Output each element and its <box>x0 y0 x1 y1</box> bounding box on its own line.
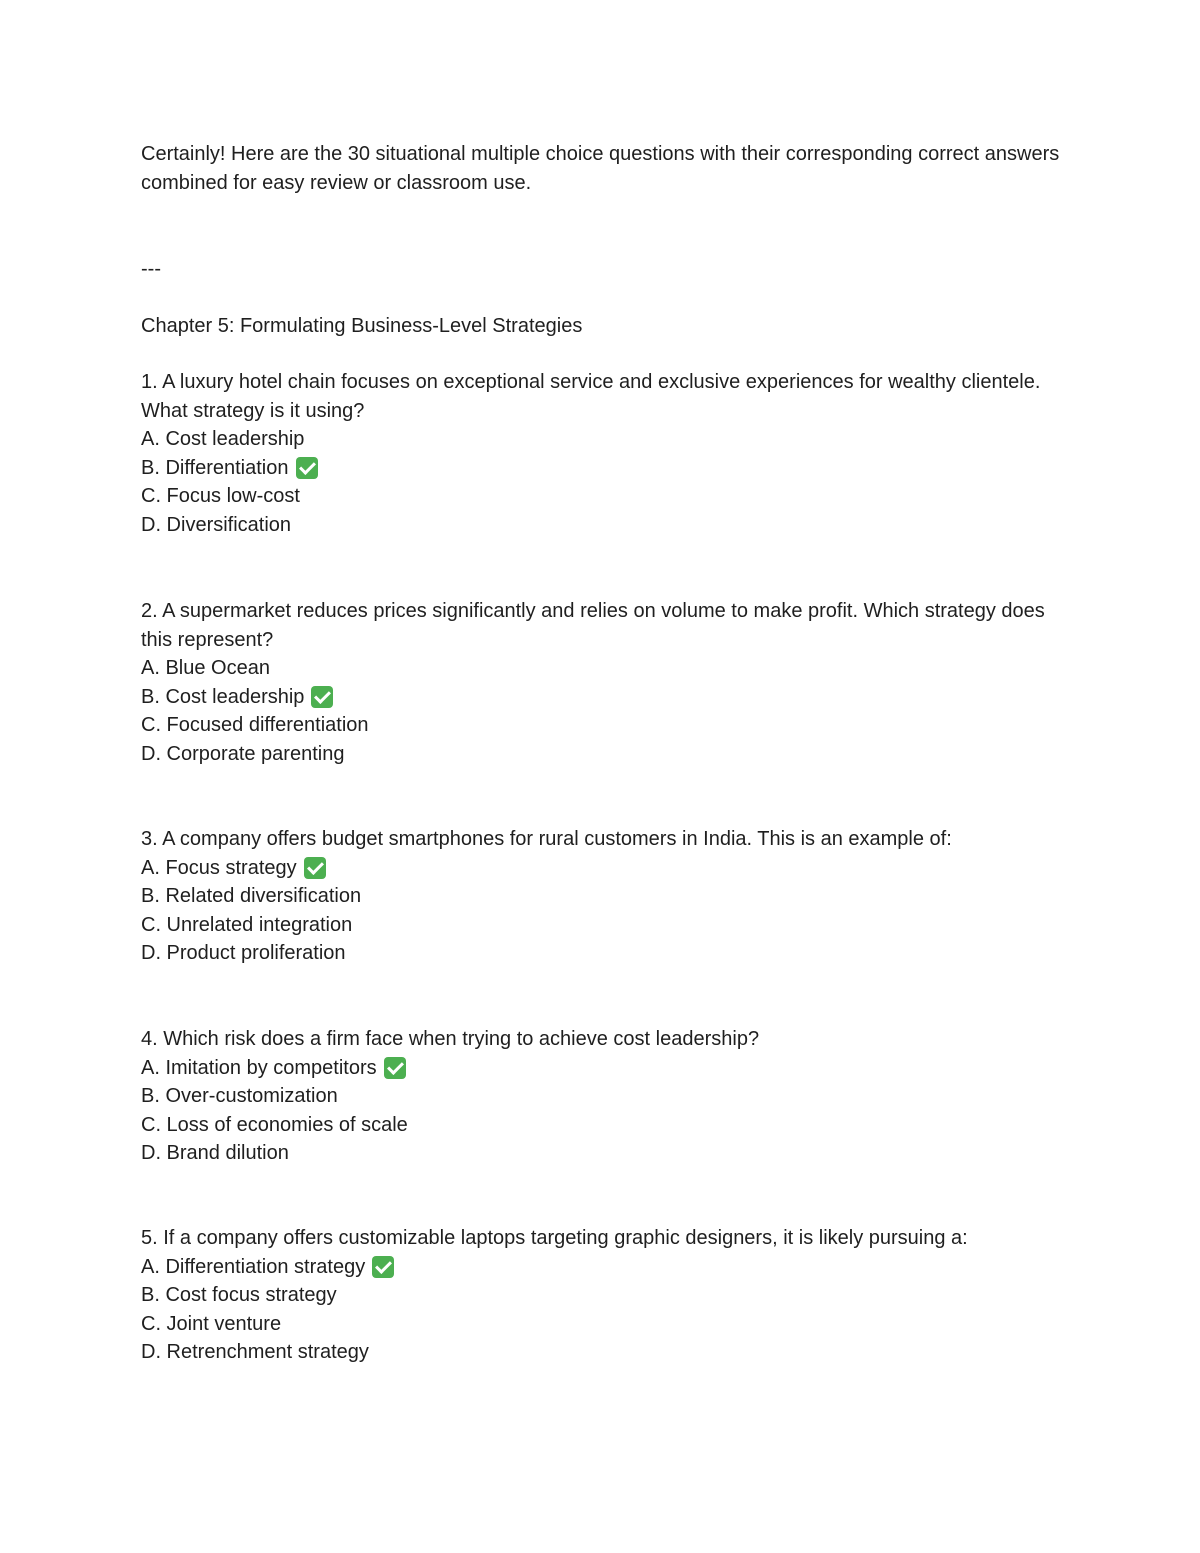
option-c <box>141 1111 1061 1140</box>
question-2 <box>141 597 1061 768</box>
option-label: C. Focused differentiation <box>141 714 369 736</box>
check-mark-icon <box>311 686 333 708</box>
option-label: A. Blue Ocean <box>141 657 270 679</box>
question-text: 1. A luxury hotel chain focuses on exceptional service and exclusive experiences for wealthy clientele. What strategy is it using? <box>141 371 1041 422</box>
option-d <box>141 511 1061 540</box>
option-a <box>141 854 1061 883</box>
option-c <box>141 711 1061 740</box>
option-c <box>141 482 1061 511</box>
question-3 <box>141 825 1061 968</box>
option-label: D. Retrenchment strategy <box>141 1341 369 1363</box>
option-label: B. Differentiation <box>141 456 289 479</box>
question-5 <box>141 1224 1061 1367</box>
question-text: 3. A company offers budget smartphones for rural customers in India. This is an example of: <box>141 828 952 850</box>
option-a <box>141 425 1061 454</box>
check-mark-icon <box>384 1057 406 1079</box>
option-b <box>141 1082 1061 1111</box>
option-c <box>141 911 1061 940</box>
option-a <box>141 1253 1061 1282</box>
option-d <box>141 939 1061 968</box>
question-text: 2. A supermarket reduces prices significantly and relies on volume to make profit. Which strategy does this represent? <box>141 600 1045 651</box>
option-label: B. Related diversification <box>141 885 362 907</box>
option-label: D. Brand dilution <box>141 1142 289 1164</box>
option-label: C. Loss of economies of scale <box>141 1113 408 1136</box>
option-label: B. Cost focus strategy <box>141 1284 337 1306</box>
question-text: 4. Which risk does a firm face when trying to achieve cost leadership? <box>141 1028 760 1050</box>
option-label: C. Unrelated integration <box>141 913 353 936</box>
option-d <box>141 1338 1061 1367</box>
option-a <box>141 1054 1061 1083</box>
option-label: A. Cost leadership <box>141 428 305 450</box>
chapter-title: Chapter 5: Formulating Business-Level Strategies <box>141 315 583 337</box>
check-mark-icon <box>304 857 326 879</box>
option-b <box>141 454 1061 483</box>
check-mark-icon <box>372 1256 394 1278</box>
option-c <box>141 1310 1061 1339</box>
option-label: D. Corporate parenting <box>141 742 345 765</box>
option-b <box>141 683 1061 712</box>
option-d <box>141 740 1061 769</box>
question-1 <box>141 368 1061 539</box>
intro-paragraph: Certainly! Here are the 30 situational multiple choice questions with their corresponding correct answers combined for easy review or classroom use. <box>141 143 1060 194</box>
option-label: A. Differentiation strategy <box>141 1255 366 1278</box>
option-label: A. Focus strategy <box>141 856 297 879</box>
option-d <box>141 1139 1061 1168</box>
option-b <box>141 1281 1061 1310</box>
option-label: C. Focus low-cost <box>141 485 300 507</box>
option-label: B. Over-customization <box>141 1085 338 1107</box>
option-label: C. Joint venture <box>141 1312 282 1335</box>
question-4 <box>141 1025 1061 1168</box>
question-text: 5. If a company offers customizable laptops targeting graphic designers, it is likely pursuing a: <box>141 1227 968 1249</box>
option-label: D. Diversification <box>141 513 292 536</box>
separator: --- <box>141 258 161 280</box>
check-mark-icon <box>296 457 318 479</box>
option-b <box>141 882 1061 911</box>
option-label: B. Cost leadership <box>141 685 305 708</box>
option-a <box>141 654 1061 683</box>
option-label: D. Product proliferation <box>141 942 346 964</box>
option-label: A. Imitation by competitors <box>141 1056 377 1079</box>
